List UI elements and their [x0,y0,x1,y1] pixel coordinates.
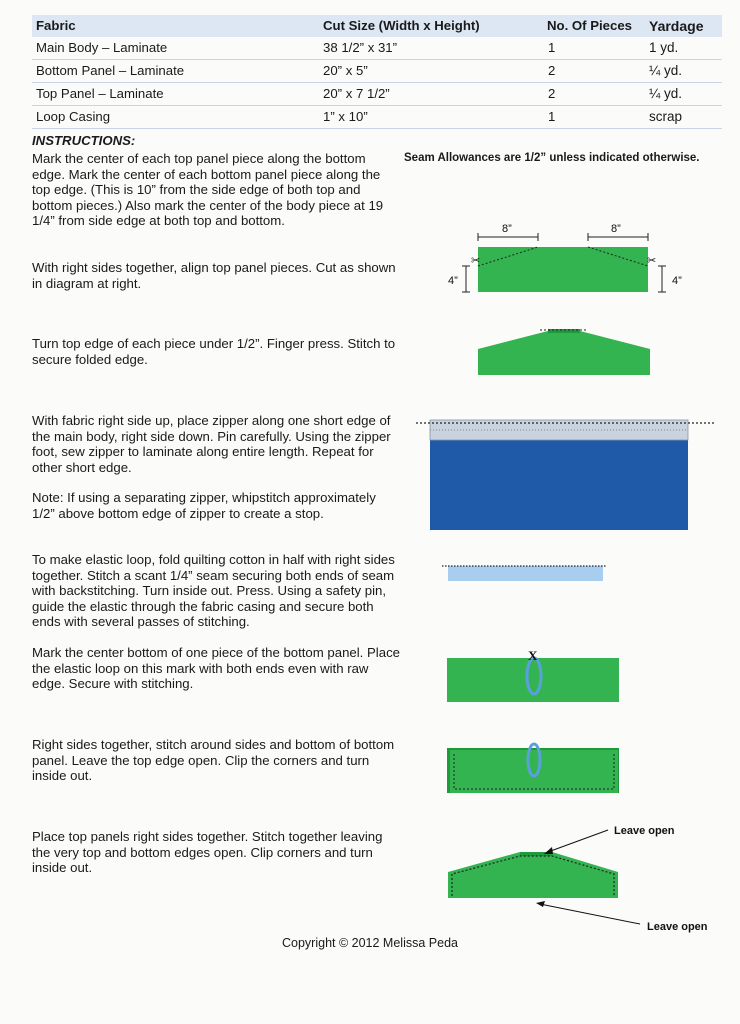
cell-fabric: Top Panel – Laminate [36,86,164,101]
loop-casing-diagram [442,562,606,584]
zipper-diagram [416,418,718,533]
copyright: Copyright © 2012 Melissa Peda [282,936,458,950]
top-panels-stitch-diagram [440,818,720,936]
scissors-icon: ✂ [471,255,481,267]
fabric-table [32,15,722,129]
cell-cut-size: 1” x 10” [323,109,368,124]
seam-allowance-note: Seam Allowances are 1/2” unless indicated otherwise. [404,152,700,164]
bottom-panel-shape [447,658,619,702]
top-panel-trapezoid [478,331,650,375]
dim-right-width: 8” [611,223,621,235]
cell-cut-size: 20” x 7 1/2” [323,86,390,101]
header-yardage: Yardage [649,18,704,34]
main-body-shape [430,440,688,530]
dim-left-width: 8” [502,223,512,235]
instructions-title: INSTRUCTIONS: [32,133,136,148]
table-row [32,60,722,83]
step-elastic-loop: To make elastic loop, fold quilting cotton in half with right sides together. Stitch a scant 1/4” seam securing both ends of seam with backstitching. Turn inside out. Press. Using a safety pin, guide the elastic through the fabric casing and secure both ends with several passes of stitching. [32,552,395,629]
leave-open-bottom-label: Leave open [647,921,708,933]
header-pieces: No. Of Pieces [547,18,633,33]
cell-pieces: 1 [548,40,556,55]
header-cut-size: Cut Size (Width x Height) [323,18,480,33]
table-row [32,83,722,106]
step-sew-zipper: With fabric right side up, place zipper along one short edge of the main body, right side down. Pin carefully. Using the zipper foot, sew zipper to laminate along entire length. Repeat for other short edge. [32,413,391,475]
cell-cut-size: 20” x 5” [323,63,368,78]
cell-pieces: 1 [548,109,556,124]
cell-fabric: Loop Casing [36,109,111,124]
loop-placement-diagram [447,648,622,704]
cell-yardage: ¼ yd. [649,86,683,101]
dim-left-height: 4” [448,275,458,287]
cut-diagram [440,218,700,298]
step-stitch-bottom-panel: Right sides together, stitch around sides and bottom of bottom panel. Leave the top edge open. Clip the corners and turn inside out. [32,737,395,783]
step-zipper-note: Note: If using a separating zipper, whipstitch approximately 1/2” above bottom edge of zipper to create a stop. [32,490,376,521]
leave-open-top-label: Leave open [614,825,675,837]
step-turn-top-edge: Turn top edge of each piece under 1/2”. Finger press. Stitch to secure folded edge. [32,336,396,367]
table-row [32,106,722,129]
table-row [32,37,722,60]
cell-pieces: 2 [548,86,556,101]
arrow-bottom [540,904,640,924]
step-mark-centers: Mark the center of each top panel piece along the bottom edge. Mark the center of each bottom panel piece along the top edge. (This is 10” from the side edge of both top and bottom pieces.) Also mark the center of the body piece at 19 1/4” from side edge at both top and bottom. [32,151,384,228]
header-fabric: Fabric [36,18,76,33]
step-attach-loop: Mark the center bottom of one piece of the bottom panel. Place the elastic loop on this mark with both ends even with raw edge. Secure with stitching. [32,645,401,691]
cell-pieces: 2 [548,63,556,78]
cell-fabric: Bottom Panel – Laminate [36,63,185,78]
cell-yardage: scrap [649,109,683,124]
cell-yardage: ¼ yd. [649,63,683,78]
table-header-row [32,15,722,37]
center-mark: X [528,648,538,663]
cell-cut-size: 38 1/2” x 31” [323,40,398,55]
step-cut-top-panels: With right sides together, align top panel pieces. Cut as shown in diagram at right. [32,260,396,291]
arrow-top [548,830,608,852]
bottom-panel-front [450,750,618,793]
scissors-icon: ✂ [647,255,657,267]
casing-shape [448,566,603,581]
cell-yardage: 1 yd. [649,40,679,55]
top-panel-shape [478,247,648,292]
folded-top-diagram [478,325,650,377]
top-panels-shape [448,852,618,898]
cell-fabric: Main Body – Laminate [36,40,168,55]
dim-right-height: 4” [672,275,682,287]
bottom-panel-stitch-diagram [447,740,622,796]
step-stitch-top-panels: Place top panels right sides together. Stitch together leaving the very top and bottom edges open. Clip corners and turn inside out. [32,829,383,875]
